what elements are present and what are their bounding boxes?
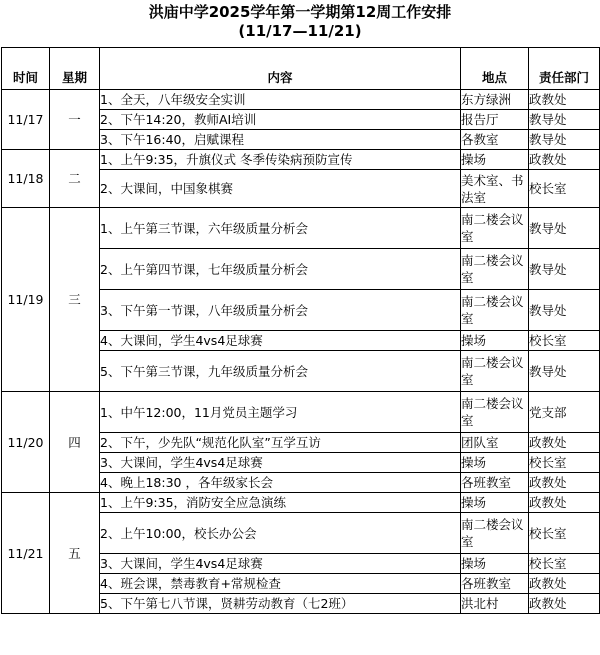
place-cell: 南二楼会议室	[461, 249, 529, 290]
place-cell: 操场	[461, 554, 529, 574]
dept-cell: 校长室	[529, 170, 600, 208]
content-cell: 1、中午12:00，11月党员主题学习	[100, 392, 461, 433]
header-weekday: 星期	[50, 48, 100, 90]
content-cell: 5、下午第七八节课，贤耕劳动教育（七2班）	[100, 594, 461, 614]
schedule-table	[1, 47, 600, 614]
place-cell: 南二楼会议室	[461, 513, 529, 554]
place-cell: 东方绿洲	[461, 90, 529, 110]
dept-cell: 校长室	[529, 513, 600, 554]
content-cell: 2、下午，少先队“规范化队室”互学互访	[100, 433, 461, 453]
header-place: 地点	[461, 48, 529, 90]
content-cell: 2、上午第四节课，七年级质量分析会	[100, 249, 461, 290]
table-row	[2, 208, 600, 249]
content-cell: 4、大课间，学生4vs4足球赛	[100, 331, 461, 351]
table-row	[2, 150, 600, 170]
table-row	[2, 493, 600, 513]
place-cell: 美术室、书法室	[461, 170, 529, 208]
content-cell: 3、大课间，学生4vs4足球赛	[100, 453, 461, 473]
content-cell: 3、大课间，学生4vs4足球赛	[100, 554, 461, 574]
dept-cell: 教导处	[529, 208, 600, 249]
place-cell: 操场	[461, 331, 529, 351]
date-cell: 11/17	[2, 90, 50, 150]
dept-cell: 政教处	[529, 594, 600, 614]
dept-cell: 校长室	[529, 554, 600, 574]
date-cell: 11/18	[2, 150, 50, 208]
dept-cell: 政教处	[529, 493, 600, 513]
header-content: 内容	[100, 48, 461, 90]
title-line-2: (11/17—11/21)	[238, 22, 362, 40]
dept-cell: 教导处	[529, 290, 600, 331]
place-cell: 各班教室	[461, 574, 529, 594]
content-cell: 3、下午16:40，启赋课程	[100, 130, 461, 150]
dept-cell: 校长室	[529, 453, 600, 473]
place-cell: 报告厅	[461, 110, 529, 130]
place-cell: 操场	[461, 150, 529, 170]
place-cell: 各班教室	[461, 473, 529, 493]
place-cell: 南二楼会议室	[461, 290, 529, 331]
dept-cell: 教导处	[529, 110, 600, 130]
content-cell: 2、下午14:20，教师AI培训	[100, 110, 461, 130]
header-time: 时间	[2, 48, 50, 90]
dept-cell: 政教处	[529, 574, 600, 594]
place-cell: 操场	[461, 453, 529, 473]
dept-cell: 政教处	[529, 90, 600, 110]
content-cell: 1、上午9:35，消防安全应急演练	[100, 493, 461, 513]
dept-cell: 政教处	[529, 473, 600, 493]
content-cell: 2、上午10:00，校长办公会	[100, 513, 461, 554]
dept-cell: 政教处	[529, 433, 600, 453]
date-cell: 11/21	[2, 493, 50, 614]
dept-cell: 政教处	[529, 150, 600, 170]
place-cell: 操场	[461, 493, 529, 513]
content-cell: 4、晚上18:30 ，各年级家长会	[100, 473, 461, 493]
place-cell: 各教室	[461, 130, 529, 150]
date-cell: 11/19	[2, 208, 50, 392]
header-row	[2, 48, 600, 90]
header-dept: 责任部门	[529, 48, 600, 90]
content-cell: 1、上午第三节课，六年级质量分析会	[100, 208, 461, 249]
title-line-1: 洪庙中学2025学年第一学期第12周工作安排	[148, 3, 452, 21]
dept-cell: 校长室	[529, 331, 600, 351]
weekday-cell: 一	[50, 90, 100, 150]
place-cell: 南二楼会议室	[461, 351, 529, 392]
table-row	[2, 90, 600, 110]
content-cell: 2、大课间，中国象棋赛	[100, 170, 461, 208]
weekday-cell: 三	[50, 208, 100, 392]
weekday-cell: 五	[50, 493, 100, 614]
content-cell: 1、全天，八年级安全实训	[100, 90, 461, 110]
document-title	[0, 0, 600, 41]
place-cell: 南二楼会议室	[461, 208, 529, 249]
dept-cell: 教导处	[529, 351, 600, 392]
content-cell: 4、班会课，禁毒教育+常规检查	[100, 574, 461, 594]
table-row	[2, 392, 600, 433]
dept-cell: 教导处	[529, 130, 600, 150]
dept-cell: 教导处	[529, 249, 600, 290]
content-cell: 3、下午第一节课，八年级质量分析会	[100, 290, 461, 331]
weekday-cell: 四	[50, 392, 100, 493]
place-cell: 南二楼会议室	[461, 392, 529, 433]
date-cell: 11/20	[2, 392, 50, 493]
place-cell: 洪北村	[461, 594, 529, 614]
content-cell: 5、下午第三节课，九年级质量分析会	[100, 351, 461, 392]
dept-cell: 党支部	[529, 392, 600, 433]
content-cell: 1、上午9:35，升旗仪式 冬季传染病预防宣传	[100, 150, 461, 170]
place-cell: 团队室	[461, 433, 529, 453]
weekday-cell: 二	[50, 150, 100, 208]
